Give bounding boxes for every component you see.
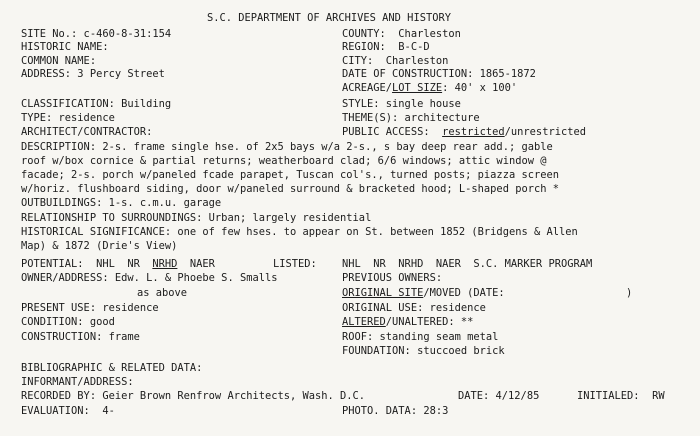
form-header: S.C. DEPARTMENT OF ARCHIVES AND HISTORY: [207, 12, 451, 24]
condition: CONDITION: good: [21, 316, 115, 328]
owner-address: OWNER/ADDRESS: Edw. L. & Phoebe S. Smalls: [21, 272, 278, 284]
date: DATE: 4/12/85: [458, 390, 540, 402]
photo-data: PHOTO. DATA: 28:3: [342, 405, 449, 417]
construction: CONSTRUCTION: frame: [21, 331, 140, 343]
listed-options: NHL NR NRHD NAER S.C. MARKER PROGRAM: [342, 258, 593, 270]
moved-date-label: /MOVED (DATE:: [423, 287, 505, 299]
potential-rest: NAER: [177, 258, 215, 270]
historic-name: HISTORIC NAME:: [21, 41, 109, 53]
description-line: facade; 2-s. porch w/paneled fcade parapet, Tuscan col's., turned posts; piazza screen: [21, 169, 559, 181]
original-site-moved: [342, 287, 505, 299]
original-use: ORIGINAL USE: residence: [342, 302, 486, 314]
original-site-underlined: ORIGINAL SITE: [342, 287, 424, 299]
relationship-to-surroundings: RELATIONSHIP TO SURROUNDINGS: Urban; largely residential: [21, 212, 372, 224]
potential: [21, 258, 215, 270]
bibliographic-data: BIBLIOGRAPHIC & RELATED DATA:: [21, 362, 203, 374]
roof: ROOF: standing seam metal: [342, 331, 499, 343]
nrhd-underlined: NRHD: [152, 258, 178, 270]
outbuildings: OUTBUILDINGS: 1-s. c.m.u. garage: [21, 197, 222, 209]
evaluation: EVALUATION: 4-: [21, 405, 115, 417]
altered-unaltered: [342, 316, 473, 328]
owner-address-continued: as above: [137, 287, 188, 299]
present-use: PRESENT USE: residence: [21, 302, 159, 314]
altered-underlined: ALTERED: [342, 316, 386, 328]
county: COUNTY: Charleston: [342, 28, 461, 40]
moved-date-close: ): [626, 287, 633, 299]
recorded-by: RECORDED BY: Geier Brown Renfrow Architects, Wash. D.C.: [21, 390, 366, 402]
potential-label: POTENTIAL: NHL NR: [21, 258, 153, 270]
address: ADDRESS: 3 Percy Street: [21, 68, 165, 80]
restricted-underlined: restricted: [442, 126, 505, 138]
unrestricted-option: /unrestricted: [504, 126, 586, 138]
lot-size-underlined: LOT SIZE: [392, 82, 443, 94]
themes: THEME(S): architecture: [342, 112, 480, 124]
initialed: INITIALED: RW: [577, 390, 665, 402]
acreage-lot-size: [342, 82, 517, 94]
foundation: FOUNDATION: stuccoed brick: [342, 345, 505, 357]
lot-size-value: : 40' x 100': [442, 82, 518, 94]
informant-address: INFORMANT/ADDRESS:: [21, 376, 134, 388]
description-line: DESCRIPTION: 2-s. frame single hse. of 2x5 bays w/a 2-s., s bay deep rear add.; gable: [21, 141, 553, 153]
style: STYLE: single house: [342, 98, 461, 110]
public-access: [342, 126, 586, 138]
description-line: w/horiz. flushboard siding, door w/paneled surround & bracketed hood; L-shaped porch *: [21, 183, 559, 195]
historical-significance-line: Map) & 1872 (Drie's View): [21, 240, 178, 252]
listed-label: LISTED:: [273, 258, 317, 270]
architect-contractor: ARCHITECT/CONTRACTOR:: [21, 126, 153, 138]
city: CITY: Charleston: [342, 55, 449, 67]
type: TYPE: residence: [21, 112, 115, 124]
site-number: SITE No.: c-460-8-31:154: [21, 28, 172, 40]
acreage-label: ACREAGE/: [342, 82, 393, 94]
public-access-label: PUBLIC ACCESS:: [342, 126, 443, 138]
unaltered-option: /UNALTERED: **: [385, 316, 474, 328]
common-name: COMMON NAME:: [21, 55, 97, 67]
previous-owners: PREVIOUS OWNERS:: [342, 272, 443, 284]
classification: CLASSIFICATION: Building: [21, 98, 172, 110]
historical-significance-line: HISTORICAL SIGNIFICANCE: one of few hses. to appear on St. between 1852 (Bridgens & Allen: [21, 226, 578, 238]
date-of-construction: DATE OF CONSTRUCTION: 1865-1872: [342, 68, 536, 80]
region: REGION: B-C-D: [342, 41, 430, 53]
description-line: roof w/box cornice & partial returns; weatherboard clad; 6/6 windows; attic window @: [21, 155, 547, 167]
